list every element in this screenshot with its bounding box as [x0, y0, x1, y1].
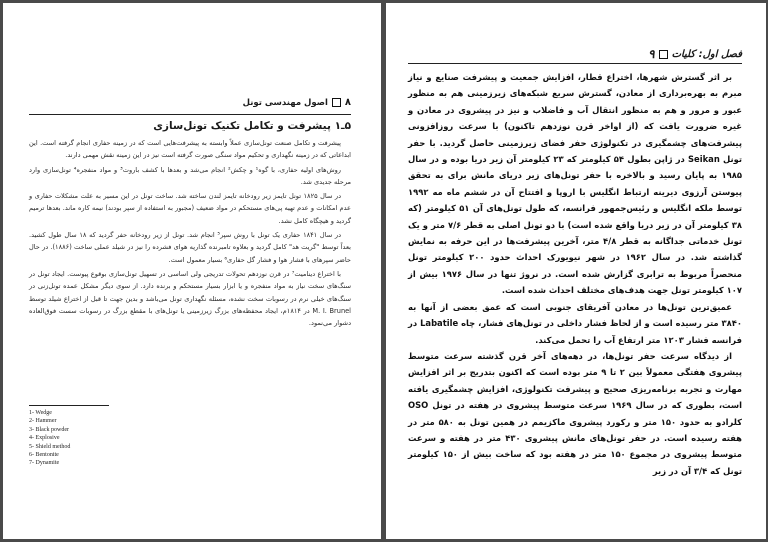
paragraph: بر اثر گسترش شهرها، اختراع قطار، افزایش جمعیت و پیشرفت صنایع و نیاز مبرم به بهره‌برداری از معادن، گسترش سریع شبکه‌های زیرزمینی هم به منظور عبور و مرور و هم به منظور انتقال آب و فاضلاب و نیز در پیشروی در معادن و غیره ضرورت یافت که (از اواخر قرن نوزدهم تاکنون) با سرعت روزافزونی پیشرفت‌های چشمگیری در تکنولوژی حفر فضای زیرزمینی حاصل گردید. با حفر تونل Seikan در ژاپن بطول ۵۴ کیلومتر که ۲۳ کیلومتر آن زیر دریا بوده و در سال ۱۹۸۵ به پایان رسید و بالاخره با حفر تونل‌های زیر دریای مانش برای به تحقق پیوستن آرزوی دیرینه ارتباط انگلیس با اروپا و افتتاح آن در ششم ماه مه ۱۹۹۲ توسط ملکه انگلیس و رئیس‌جمهور فرانسه، که طول تونل‌های آن ۵۱ کیلومتر (که ۳۸ کیلومتر آن در زیر دریا واقع شده است) با دو تونل اصلی به قطر ۷/۶ متر و یک تونل خدماتی جداگانه به قطر ۴/۸ متر، آخرین پیشرفت‌ها در این حرفه به نمایش گذاشته شد. در سال ۱۹۶۲ در شهر نیویورک احداث حدود ۲۰۰ کیلومتر تونل منحصراً مربوط به ترابری گزارش شده است. در نروژ تنها در سال ۱۹۷۶ بیش از ۱۰۷ کیلومتر تونل جهت هدف‌های مختلف احداث شده است.	[408, 72, 743, 296]
right-page-number: ۹	[648, 47, 655, 61]
footnote: 6- Bentonite	[29, 452, 59, 459]
right-header-rule	[408, 63, 742, 64]
left-header-rule	[29, 114, 351, 115]
paragraph: روش‌های اولیه حفاری، با گوه¹ و چکش² انجام می‌شد و بعدها با کشف باروت³ و مواد منفجره⁴ تونل‌سازی وارد مرحله جدیدی شد.	[29, 165, 351, 186]
right-page	[386, 3, 766, 539]
left-page-number: ۸	[344, 97, 351, 108]
footnote: 3- Black powder	[29, 426, 69, 433]
right-running-title: فصل اول: کلیات	[671, 48, 742, 60]
footnote: 1- Wedge	[29, 410, 52, 416]
paragraph: با اختراع دینامیت⁷ در قرن نوزدهم تحولات تدریجی ولی اساسی در تسهیل تونل‌سازی بوقوع پیوست. ایجاد تونل در سنگ‌های سخت نیاز به مواد منفجره و یا ابزار بسیار مستحکم و برنده دارد. از سوی دیگر مشکل عمده تونل‌زنی در سنگ‌های خیلی نرم در رسوبات سخت نشده، مسئله نگهداری تونل می‌باشد و بدین جهت تا قبل از اختراع شیلد توسط M. I. Brunel در ۱۸۱۴م، ایجاد محفظه‌های بزرگ زیرزمینی یا تونل‌های با مقطع بزرگ در رسوبات سست فوق‌العاده دشوار می‌نمود.	[29, 269, 352, 328]
left-body-text	[29, 137, 351, 331]
footnotes	[29, 409, 70, 468]
left-running-title: اصول مهندسی تونل	[242, 97, 328, 108]
paragraph: در سال ۱۸۲۵ تونل تایمز زیر رودخانه تایمز لندن ساخته شد. ساخت تونل در این مسیر به علت مشکلات حفاری و عدم امکانات و عدم تهیه پی‌های مستحکم در مواد ضعیف (مجبور به استفاده از سپر بودند) نیمه کاره ماند. بعدها ترمیم گردید و هیچگاه کامل نشد.	[29, 192, 351, 225]
footnote: 5- Shield method	[29, 443, 71, 450]
paragraph: در سال ۱۸۴۱ حفاری یک تونل با روش سپر⁵ انجام شد. تونل از زیر رودخانه حفر گردید که ۱۸ سال طول کشید. بعداً توسط "گریت هد" کامل گردید و بعلاوه تامبرنده گذاریه هوای فشرده را نیز در شیلد عملی ساخت (۱۸۸۶). در حال حاضر سپرهای با فشار هوا و فشار گل حفاری⁶ بسیار معمول است.	[29, 231, 351, 264]
square-bullet-icon	[332, 98, 341, 107]
footnote: 7- Dynamite	[29, 460, 60, 467]
square-bullet-icon	[659, 50, 668, 59]
footnote-rule	[29, 405, 109, 406]
paragraph: از دیدگاه سرعت حفر تونل‌ها، در دهه‌های آخر قرن گذشته سرعت متوسط پیشروی هفتگی معمولاً بین ۲ تا ۹ متر بوده است که اکنون بتدریج بر اثر افزایش مهارت و تجربه برنامه‌ریزی صحیح و پیشرفت تکنولوژی، افزایش چشمگیری یافته است، بطوری که در سال ۱۹۶۹ سرعت متوسط پیشروی در هفته در تونل OSO کلرادو به حدود ۱۵۰ متر و رکورد پیشروی ماکزیمم در همین تونل به ۵۸۰ متر در هفته رسیده است. در حفر تونل‌های مانش پیشروی ۴۳۰ متر در هفته و سرعت متوسط پیشروی در مجموع ۱۵۰ متر در هفته بود که ساخت بیش از ۱۵۰ کیلومتر تونل که ۳/۴ آن در زیر	[408, 350, 743, 476]
right-body-text	[408, 69, 742, 479]
paragraph: عمیق‌ترین تونل‌ها در معادن آفریقای جنوبی است که عمق بعضی از آنها به ۳۸۴۰ متر رسیده است و از لحاظ فشار داخلی در تونل‌های فشار، چاه Labatile در فرانسه فشار ۱۲۰۳ متر ارتفاع آب را تحمل می‌کند.	[408, 301, 742, 345]
left-page	[3, 3, 381, 539]
section-heading: ۵ـ۱ پیشرفت و تکامل تکنیک تونل‌سازی	[153, 120, 351, 132]
footnote: 2- Hammer	[29, 418, 57, 425]
footnote: 4- Explosive	[29, 435, 60, 442]
right-running-header	[408, 47, 742, 61]
left-running-header	[29, 97, 351, 108]
paragraph: پیشرفت و تکامل صنعت تونل‌سازی عملاً وابسته به پیشرفت‌هایی است که در زمینه حفاری انجام گرفته است. این ابداعاتی که در زمینه نگهداری و تحکیم مواد سنگی صورت گرفته است نیز در این زمینه نقش مهمی دارند.	[29, 139, 351, 160]
